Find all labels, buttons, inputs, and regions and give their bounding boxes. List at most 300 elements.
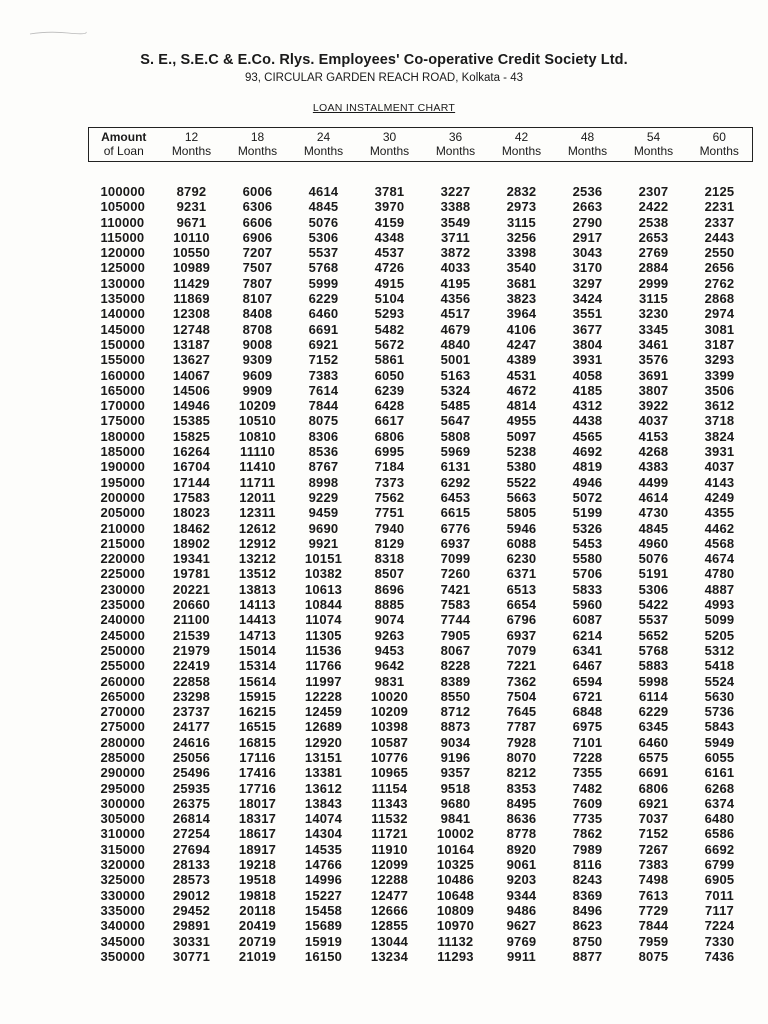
header-bottom-label: Months [369,144,410,158]
instalment-cell: 20419 [238,918,277,934]
table-row [89,383,753,398]
instalment-cell: 5163 [440,367,471,383]
instalment-cell: 9459 [308,505,339,521]
instalment-cell: 8636 [506,811,537,827]
table-row [89,765,753,780]
instalment-cell: 7959 [638,933,669,949]
instalment-cell: 3677 [572,321,603,337]
instalment-cell: 24616 [172,734,211,750]
instalment-cell: 5522 [506,474,537,490]
table-row [89,352,753,367]
instalment-cell: 7373 [374,474,405,490]
header-top-label: 30 [382,130,397,144]
instalment-cell: 2917 [572,229,603,245]
instalment-cell: 8750 [572,933,603,949]
table-row [89,597,753,612]
table-row [89,612,753,627]
instalment-cell: 4462 [704,520,735,536]
instalment-cell: 4692 [572,444,603,460]
instalment-cell: 3081 [704,321,735,337]
instalment-cell: 4614 [308,184,339,199]
instalment-cell: 3115 [506,214,536,230]
instalment-cell: 9203 [506,872,537,888]
pen-mark [28,30,88,36]
instalment-cell: 13512 [238,566,277,582]
instalment-cell: 3576 [638,352,669,368]
instalment-cell: 3170 [572,260,603,276]
instalment-cell: 4438 [572,413,603,429]
instalment-cell: 8792 [176,184,207,199]
instalment-cell: 15014 [238,642,277,658]
instalment-cell: 6692 [704,841,735,857]
instalment-cell: 4312 [572,398,603,414]
header-months-36 [423,128,489,162]
instalment-cell: 6975 [572,719,603,735]
instalment-cell: 10486 [436,872,475,888]
instalment-cell: 4565 [572,428,603,444]
table-row [89,566,753,581]
instalment-cell: 3115 [638,291,668,307]
instalment-cell: 4356 [440,291,471,307]
loan-amount-cell: 140000 [100,306,146,322]
instalment-cell: 9671 [176,214,207,230]
instalment-cell: 15614 [238,673,277,689]
instalment-cell: 5076 [308,214,339,230]
instalment-cell: 3964 [506,306,537,322]
header-amount-of-loan [89,128,159,162]
instalment-cell: 4268 [638,444,669,460]
loan-amount-cell: 335000 [100,902,146,918]
instalment-cell: 3388 [440,199,471,215]
instalment-cell: 12099 [370,857,409,873]
loan-amount-cell: 185000 [100,444,146,460]
instalment-cell: 4159 [374,214,405,230]
table-row [89,184,753,199]
instalment-cell: 15919 [304,933,343,949]
instalment-cell: 3807 [638,382,669,398]
table-row [89,826,753,841]
instalment-cell: 15825 [172,428,211,444]
instalment-cell: 11429 [173,275,210,291]
instalment-cell: 6230 [506,551,537,567]
table-row [89,903,753,918]
instalment-cell: 10965 [370,765,409,781]
instalment-cell: 5768 [638,642,669,658]
instalment-cell: 12666 [370,902,409,918]
table-row [89,842,753,857]
table-row [89,674,753,689]
instalment-cell: 7383 [308,367,339,383]
instalment-cell: 13612 [304,780,343,796]
instalment-cell: 8507 [374,566,405,582]
instalment-cell: 11110 [240,444,275,460]
loan-amount-cell: 160000 [100,367,146,383]
instalment-cell: 7383 [638,857,669,873]
instalment-cell: 11074 [305,612,342,628]
instalment-cell: 7729 [638,902,669,918]
instalment-cell: 6617 [374,413,405,429]
instalment-cell: 3424 [572,291,603,307]
header-top-label: 12 [184,130,199,144]
instalment-cell: 12459 [304,704,343,720]
loan-amount-cell: 265000 [100,688,146,704]
instalment-cell: 7117 [704,902,734,918]
instalment-cell: 5524 [704,673,735,689]
table-row [89,582,753,597]
instalment-cell: 13187 [172,336,211,352]
instalment-cell: 2536 [572,184,603,199]
instalment-cell: 9034 [440,734,471,750]
loan-amount-cell: 240000 [100,612,146,628]
instalment-cell: 7862 [572,826,603,842]
table-row [89,750,753,765]
instalment-cell: 5652 [638,627,669,643]
instalment-cell: 3256 [506,229,537,245]
instalment-cell: 7436 [704,948,735,964]
table-row [89,857,753,872]
instalment-cell: 3297 [572,275,603,291]
instalment-cell: 18617 [238,826,277,842]
instalment-cell: 7228 [572,749,603,765]
instalment-cell: 7152 [638,826,669,842]
instalment-cell: 2769 [638,245,669,261]
instalment-cell: 14074 [304,811,343,827]
header-top-label: 48 [580,130,595,144]
instalment-cell: 7807 [242,275,273,291]
instalment-cell: 9486 [506,902,537,918]
instalment-cell: 8070 [506,749,537,765]
instalment-cell: 7037 [638,811,669,827]
instalment-cell: 14067 [172,367,211,383]
instalment-cell: 15314 [238,658,277,674]
instalment-cell: 6721 [572,688,603,704]
instalment-cell: 7504 [506,688,537,704]
instalment-cell: 9263 [374,627,405,643]
instalment-cell: 7905 [440,627,471,643]
instalment-cell: 4960 [638,535,669,551]
instalment-cell: 12920 [304,734,343,750]
loan-amount-cell: 115000 [100,229,145,245]
loan-amount-cell: 245000 [100,627,146,643]
instalment-cell: 11910 [371,841,408,857]
instalment-cell: 5999 [308,275,339,291]
instalment-cell: 7614 [308,382,339,398]
loan-amount-cell: 175000 [100,413,146,429]
instalment-cell: 7152 [308,352,339,368]
instalment-cell: 7507 [242,260,273,276]
instalment-cell: 4389 [506,352,537,368]
loan-amount-cell: 125000 [100,260,146,276]
instalment-cell: 13381 [304,765,343,781]
instalment-cell: 10970 [436,918,475,934]
table-row [89,643,753,658]
instalment-cell: 7101 [572,734,603,750]
instalment-cell: 9518 [440,780,471,796]
instalment-cell: 5380 [506,459,537,475]
instalment-cell: 8536 [308,444,339,460]
instalment-cell: 10209 [238,398,277,414]
instalment-cell: 25935 [172,780,211,796]
instalment-cell: 4195 [440,275,471,291]
instalment-cell: 6654 [506,597,537,613]
instalment-cell: 20221 [172,581,211,597]
loan-amount-cell: 165000 [100,382,146,398]
instalment-cell: 2125 [704,184,735,199]
instalment-cell: 6371 [506,566,537,582]
instalment-cell: 9609 [242,367,273,383]
loan-amount-cell: 320000 [100,857,146,873]
instalment-cell: 7645 [506,704,537,720]
loan-amount-cell: 200000 [100,489,146,505]
instalment-cell: 9357 [440,765,471,781]
instalment-cell: 7744 [440,612,471,628]
header-bottom-label: Months [435,144,476,158]
instalment-cell: 10164 [436,841,475,857]
instalment-cell: 17416 [238,765,277,781]
instalment-cell: 7735 [572,811,603,827]
instalment-cell: 8877 [572,948,603,964]
instalment-cell: 6374 [704,795,735,811]
instalment-cell: 4672 [506,382,537,398]
instalment-cell: 10510 [238,413,277,429]
instalment-cell: 9921 [308,535,339,551]
instalment-cell: 18317 [238,811,277,827]
instalment-cell: 4517 [440,306,471,322]
table-row [89,949,753,964]
instalment-cell: 4814 [506,398,537,414]
table-row [89,413,753,428]
header-top-label: 54 [646,130,661,144]
instalment-cell: 12228 [304,688,343,704]
instalment-cell: 9453 [374,642,405,658]
instalment-cell: 8075 [638,948,669,964]
loan-amount-cell: 275000 [100,719,146,735]
instalment-cell: 4383 [638,459,669,475]
instalment-cell: 9841 [440,811,471,827]
instalment-cell: 6087 [572,612,603,628]
instalment-cell: 7267 [638,841,669,857]
instalment-cell: 5326 [572,520,603,536]
instalment-cell: 6306 [242,199,273,215]
instalment-cell: 29012 [172,887,211,903]
instalment-cell: 6606 [242,214,273,230]
loan-amount-cell: 230000 [100,581,146,597]
instalment-cell: 3551 [572,306,603,322]
instalment-cell: 11410 [239,459,276,475]
instalment-cell: 21979 [172,642,211,658]
instalment-cell: 8496 [572,902,603,918]
instalment-cell: 15458 [304,902,343,918]
instalment-cell: 4726 [374,260,405,276]
instalment-cell: 11766 [305,658,342,674]
header-months-18 [225,128,291,162]
instalment-cell: 10020 [370,688,409,704]
instalment-cell: 19781 [172,566,211,582]
instalment-cell: 14535 [304,841,343,857]
instalment-cell: 6460 [308,306,339,322]
instalment-cell: 9642 [374,658,405,674]
loan-amount-cell: 210000 [100,520,146,536]
loan-amount-cell: 310000 [100,826,146,842]
instalment-cell: 6428 [374,398,405,414]
table-row [89,444,753,459]
header-top-label: Amount [101,130,147,144]
instalment-cell: 10613 [304,581,343,597]
instalment-cell: 5630 [704,688,735,704]
instalment-cell: 19341 [172,551,211,567]
instalment-cell: 4033 [440,260,471,276]
header-top-label: 60 [712,130,726,144]
instalment-cell: 3718 [704,413,735,429]
instalment-cell: 4993 [704,597,735,613]
instalment-cell: 10110 [173,229,210,245]
instalment-cell: 11132 [437,933,474,949]
instalment-cell: 9309 [242,352,273,368]
instalment-cell: 15227 [304,887,343,903]
instalment-cell: 8389 [440,673,471,689]
instalment-cell: 16704 [172,459,211,475]
instalment-cell: 16815 [238,734,277,750]
instalment-cell: 2653 [638,229,669,245]
instalment-cell: 6776 [440,520,471,536]
instalment-cell: 16264 [172,444,211,460]
instalment-cell: 5537 [308,245,339,261]
loan-amount-cell: 100000 [100,184,146,199]
loan-amount-cell: 255000 [100,658,146,674]
instalment-cell: 3227 [440,184,471,199]
loan-amount-cell: 260000 [100,673,146,689]
instalment-cell: 3461 [638,336,669,352]
instalment-cell: 5672 [374,336,405,352]
instalment-cell: 14304 [304,826,343,842]
header-top-label: 42 [514,130,529,144]
table-row [89,291,753,306]
table-row [89,536,753,551]
instalment-cell: 5960 [572,597,603,613]
instalment-cell: 15915 [238,688,277,704]
instalment-cell: 30331 [172,933,211,949]
loan-amount-cell: 350000 [100,948,146,964]
instalment-cell: 8873 [440,719,471,735]
instalment-cell: 9831 [374,673,405,689]
instalment-cell: 8696 [374,581,405,597]
instalment-cell: 6114 [638,688,668,704]
instalment-cell: 5805 [506,505,537,521]
table-row [89,322,753,337]
instalment-cell: 4037 [638,413,669,429]
header-months-48 [555,128,621,162]
instalment-cell: 20118 [239,902,276,918]
instalment-cell: 5485 [440,398,471,414]
instalment-cell: 5097 [506,428,537,444]
instalment-cell: 3681 [506,275,537,291]
instalment-cell: 6796 [506,612,537,628]
header-months-54 [621,128,687,162]
instalment-cell: 6937 [440,535,471,551]
table-row [89,934,753,949]
instalment-cell: 5001 [440,352,471,368]
instalment-cell: 4249 [704,489,735,505]
instalment-cell: 2422 [638,199,669,215]
instalment-cell: 13151 [304,749,343,765]
instalment-table-container [88,127,752,964]
instalment-cell: 3970 [374,199,405,215]
instalment-cell: 6848 [572,704,603,720]
instalment-cell: 11536 [305,642,342,658]
instalment-cell: 2868 [704,291,735,307]
instalment-cell: 7844 [308,398,339,414]
instalment-cell: 28133 [172,857,211,873]
instalment-cell: 10151 [304,551,343,567]
table-row [89,781,753,796]
table-row [89,490,753,505]
instalment-cell: 6921 [638,795,669,811]
instalment-cell: 6453 [440,489,471,505]
table-row [89,245,753,260]
instalment-cell: 12288 [370,872,409,888]
table-row [89,475,753,490]
instalment-cell: 10002 [436,826,475,842]
instalment-cell: 9911 [506,948,536,964]
instalment-cell: 19218 [238,857,277,873]
loan-amount-cell: 270000 [100,704,146,720]
table-row [89,215,753,230]
instalment-cell: 6341 [572,642,603,658]
instalment-cell: 8075 [308,413,339,429]
instalment-cell: 6937 [506,627,537,643]
instalment-cell: 4355 [704,505,735,521]
instalment-cell: 2999 [638,275,669,291]
instalment-cell: 8998 [308,474,339,490]
organization-name: S. E., S.E.C & E.Co. Rlys. Employees' Co-operative Credit Society Ltd. [140,52,628,68]
header-bottom-label: of Loan [103,144,144,158]
instalment-cell: 5883 [638,658,669,674]
instalment-cell: 3549 [440,214,471,230]
instalment-cell: 8920 [506,841,537,857]
instalment-cell: 13843 [304,795,343,811]
instalment-cell: 7355 [572,765,603,781]
header-bottom-label: Months [303,144,344,158]
loan-amount-cell: 250000 [100,642,146,658]
instalment-cell: 4348 [374,229,405,245]
loan-amount-cell: 345000 [100,933,146,949]
instalment-cell: 30771 [172,948,211,964]
instalment-cell: 7609 [572,795,603,811]
loan-amount-cell: 295000 [100,780,146,796]
instalment-cell: 6586 [704,826,735,842]
instalment-cell: 5843 [704,719,735,735]
instalment-cell: 5482 [374,321,405,337]
instalment-cell: 14113 [239,597,276,613]
table-spacer [89,162,753,185]
instalment-cell: 5422 [638,597,669,613]
instalment-cell: 3230 [638,306,669,322]
instalment-cell: 18023 [172,505,211,521]
loan-amount-cell: 180000 [100,428,146,444]
instalment-cell: 7844 [638,918,669,934]
instalment-cell: 7928 [506,734,537,750]
instalment-cell: 10550 [172,245,211,261]
instalment-cell: 8408 [242,306,273,322]
instalment-cell: 4819 [572,459,603,475]
instalment-cell: 4537 [374,245,405,261]
instalment-cell: 6268 [704,780,735,796]
instalment-cell: 6131 [440,459,471,475]
instalment-cell: 10587 [370,734,409,750]
instalment-cell: 6513 [506,581,537,597]
instalment-cell: 7221 [506,658,537,674]
loan-amount-cell: 340000 [100,918,146,934]
